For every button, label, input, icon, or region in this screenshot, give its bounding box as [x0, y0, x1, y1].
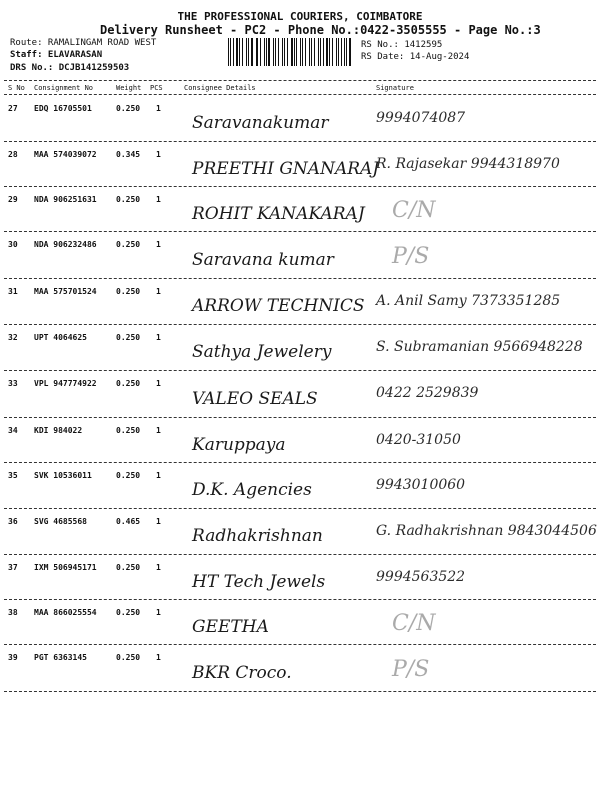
consignee-handwriting: Sathya Jewelery [192, 342, 332, 362]
consignee-handwriting: VALEO SEALS [192, 389, 318, 409]
row-pcs: 1 [156, 517, 161, 526]
signature-handwriting: 0420-31050 [376, 432, 461, 448]
row-consignment-no: MAA 575701524 [34, 287, 97, 296]
rs-number: RS No.: 1412595 [361, 40, 443, 50]
row-pcs: 1 [156, 471, 161, 480]
row-consignment-no: EDQ 16705501 [34, 104, 92, 113]
table-row [0, 600, 600, 645]
row-weight: 0.465 [116, 517, 141, 526]
delivery-mark: C/N [392, 198, 436, 223]
row-consignment-no: PGT 6363145 [34, 653, 87, 662]
table-row [0, 555, 600, 600]
row-sno: 32 [8, 333, 18, 342]
row-weight: 0.345 [116, 150, 141, 159]
consignee-handwriting: ROHIT KANAKARAJ [192, 204, 365, 224]
signature-handwriting: S. Subramanian 9566948228 [376, 339, 583, 355]
row-divider [4, 691, 596, 692]
table-row [0, 187, 600, 232]
staff-label: Staff: ELAVARASAN [10, 50, 103, 60]
row-pcs: 1 [156, 426, 161, 435]
row-weight: 0.250 [116, 333, 141, 342]
row-consignment-no: MAA 866025554 [34, 608, 97, 617]
col-pcs: PCS [150, 84, 163, 92]
row-weight: 0.250 [116, 104, 141, 113]
row-consignment-no: IXM 506945171 [34, 563, 97, 572]
consignee-handwriting: ARROW TECHNICS [192, 296, 365, 316]
row-sno: 27 [8, 104, 18, 113]
header-top-divider [4, 80, 596, 81]
row-sno: 37 [8, 563, 18, 572]
table-row [0, 232, 600, 279]
row-weight: 0.250 [116, 608, 141, 617]
row-sno: 39 [8, 653, 18, 662]
row-sno: 28 [8, 150, 18, 159]
row-pcs: 1 [156, 104, 161, 113]
consignee-handwriting: PREETHI GNANARAJ [192, 159, 380, 179]
signature-handwriting: 0422 2529839 [376, 385, 479, 401]
row-pcs: 1 [156, 563, 161, 572]
table-row [0, 279, 600, 325]
barcode [228, 38, 354, 66]
signature-handwriting: 9994563522 [376, 569, 466, 585]
row-sno: 29 [8, 195, 18, 204]
row-sno: 34 [8, 426, 18, 435]
row-pcs: 1 [156, 379, 161, 388]
consignee-handwriting: BKR Croco. [192, 663, 292, 683]
col-sno: S No [8, 84, 25, 92]
row-consignment-no: SVK 10536011 [34, 471, 92, 480]
table-row [0, 418, 600, 463]
row-consignment-no: SVG 4685568 [34, 517, 87, 526]
row-pcs: 1 [156, 150, 161, 159]
row-consignment-no: MAA 574039072 [34, 150, 97, 159]
row-weight: 0.250 [116, 287, 141, 296]
row-consignment-no: NDA 906232486 [34, 240, 97, 249]
table-row [0, 463, 600, 509]
row-sno: 36 [8, 517, 18, 526]
row-consignment-no: NDA 906251631 [34, 195, 97, 204]
row-sno: 38 [8, 608, 18, 617]
signature-handwriting: 9994074087 [376, 110, 466, 126]
row-weight: 0.250 [116, 653, 141, 662]
row-pcs: 1 [156, 653, 161, 662]
table-row [0, 371, 600, 418]
row-sno: 33 [8, 379, 18, 388]
consignee-handwriting: Saravanakumar [192, 113, 329, 133]
delivery-mark: C/N [392, 611, 436, 636]
route-label: Route: RAMALINGAM ROAD WEST [10, 38, 157, 48]
row-weight: 0.250 [116, 563, 141, 572]
row-pcs: 1 [156, 195, 161, 204]
signature-handwriting: 9943010060 [376, 477, 466, 493]
consignee-handwriting: Radhakrishnan [192, 526, 323, 546]
row-consignment-no: KDI 984022 [34, 426, 83, 435]
row-pcs: 1 [156, 287, 161, 296]
table-row [0, 325, 600, 371]
signature-handwriting: R. Rajasekar 9944318970 [376, 156, 560, 172]
drs-number: DRS No.: DCJB141259503 [10, 63, 130, 73]
table-row [0, 509, 600, 555]
row-sno: 31 [8, 287, 18, 296]
delivery-mark: P/S [392, 657, 430, 682]
row-weight: 0.250 [116, 471, 141, 480]
row-consignment-no: VPL 947774922 [34, 379, 97, 388]
row-pcs: 1 [156, 240, 161, 249]
table-row [0, 142, 600, 187]
signature-handwriting: G. Radhakrishnan 9843044506 [376, 523, 597, 539]
row-pcs: 1 [156, 333, 161, 342]
runsheet-title: Delivery Runsheet - PC2 - Phone No.:0422-3505555 - Page No.:3 [100, 23, 541, 37]
table-row [0, 96, 600, 142]
consignee-handwriting: D.K. Agencies [192, 480, 312, 500]
col-signature: Signature [376, 84, 414, 92]
col-weight: Weight [116, 84, 142, 92]
col-consignee: Consignee Details [184, 84, 256, 92]
rs-date: RS Date: 14-Aug-2024 [361, 52, 470, 62]
row-consignment-no: UPT 4064625 [34, 333, 87, 342]
consignee-handwriting: Saravana kumar [192, 250, 334, 270]
row-sno: 30 [8, 240, 18, 249]
delivery-mark: P/S [392, 244, 430, 269]
header-bottom-divider [4, 94, 596, 95]
row-weight: 0.250 [116, 426, 141, 435]
row-weight: 0.250 [116, 195, 141, 204]
signature-handwriting: A. Anil Samy 7373351285 [376, 293, 561, 309]
consignee-handwriting: Karuppaya [192, 435, 286, 455]
consignee-handwriting: HT Tech Jewels [192, 572, 326, 592]
company-title: THE PROFESSIONAL COURIERS, COIMBATORE [177, 10, 423, 23]
table-row [0, 645, 600, 692]
row-weight: 0.250 [116, 240, 141, 249]
consignee-handwriting: GEETHA [192, 617, 269, 637]
row-pcs: 1 [156, 608, 161, 617]
col-consignment: Consignment No [34, 84, 94, 92]
row-weight: 0.250 [116, 379, 141, 388]
row-sno: 35 [8, 471, 18, 480]
